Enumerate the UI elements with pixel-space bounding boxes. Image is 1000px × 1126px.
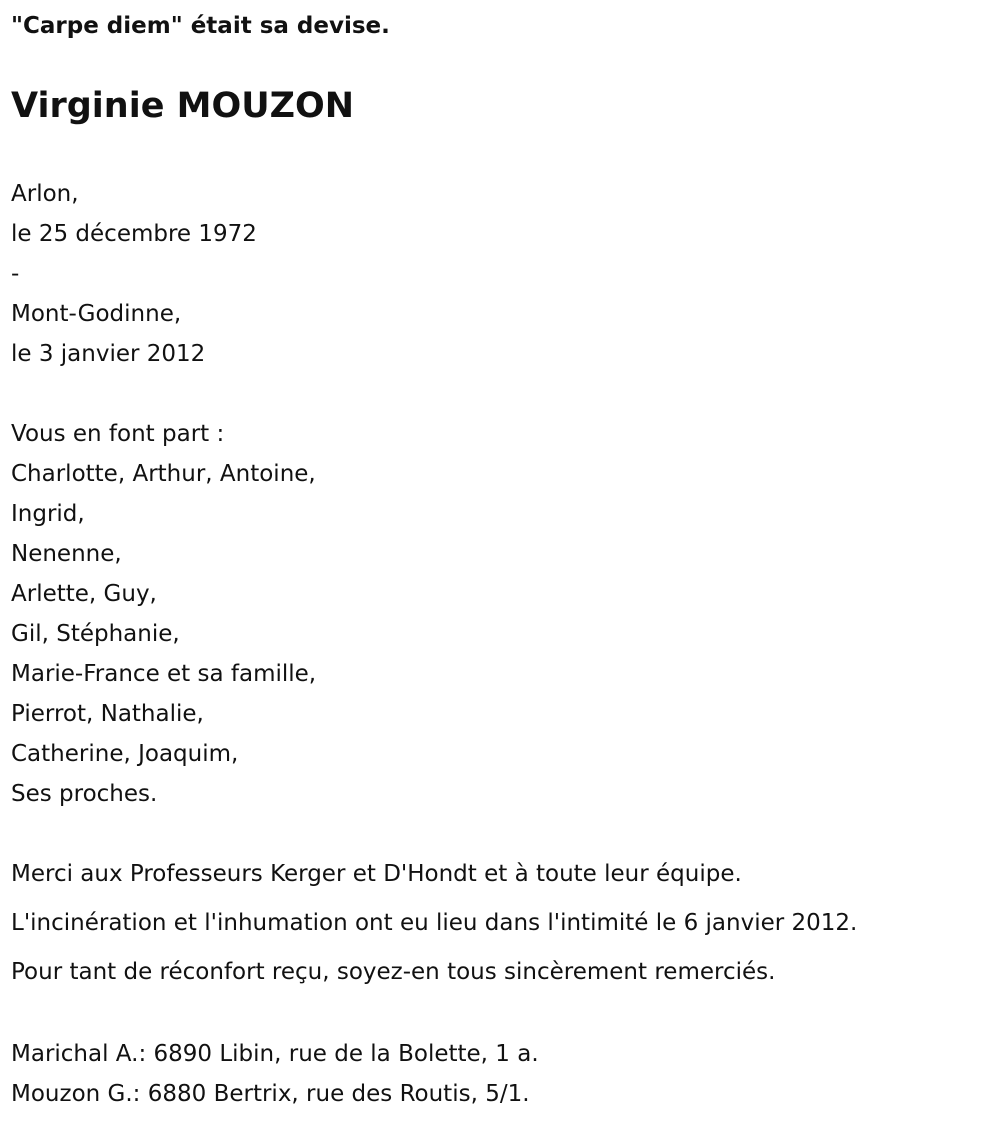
address-line: Mouzon G.: 6880 Bertrix, rue des Routis, 5/1.: [11, 1081, 530, 1107]
family-line: Charlotte, Arthur, Antoine,: [11, 461, 316, 487]
birth-date: le 25 décembre 1972: [11, 221, 257, 247]
family-line: Arlette, Guy,: [11, 581, 157, 607]
family-announcement: [11, 414, 316, 814]
family-line: Gil, Stéphanie,: [11, 621, 180, 647]
address-line: Marichal A.: 6890 Libin, rue de la Bolette, 1 a.: [11, 1041, 539, 1067]
announcement-intro: Vous en font part :: [11, 421, 225, 447]
motto: "Carpe diem" était sa devise.: [11, 13, 390, 39]
family-line: Pierrot, Nathalie,: [11, 701, 204, 727]
funeral-note: L'incinération et l'inhumation ont eu lieu dans l'intimité le 6 janvier 2012.: [11, 910, 858, 936]
notes: [11, 854, 857, 1001]
thanks-note: Merci aux Professeurs Kerger et D'Hondt et à toute leur équipe.: [11, 861, 742, 887]
birth-place: Arlon,: [11, 181, 79, 207]
gratitude-note: Pour tant de réconfort reçu, soyez-en tous sincèrement remerciés.: [11, 959, 776, 985]
date-separator: -: [11, 261, 20, 287]
family-line: Catherine, Joaquim,: [11, 741, 239, 767]
addresses: [11, 1034, 539, 1114]
deceased-name: Virginie MOUZON: [11, 86, 355, 126]
family-line: Marie-France et sa famille,: [11, 661, 317, 687]
death-place: Mont-Godinne,: [11, 301, 182, 327]
family-line: Ingrid,: [11, 501, 85, 527]
birth-death-dates: [11, 174, 257, 374]
family-line: Ses proches.: [11, 781, 158, 807]
death-date: le 3 janvier 2012: [11, 341, 206, 367]
family-line: Nenenne,: [11, 541, 122, 567]
